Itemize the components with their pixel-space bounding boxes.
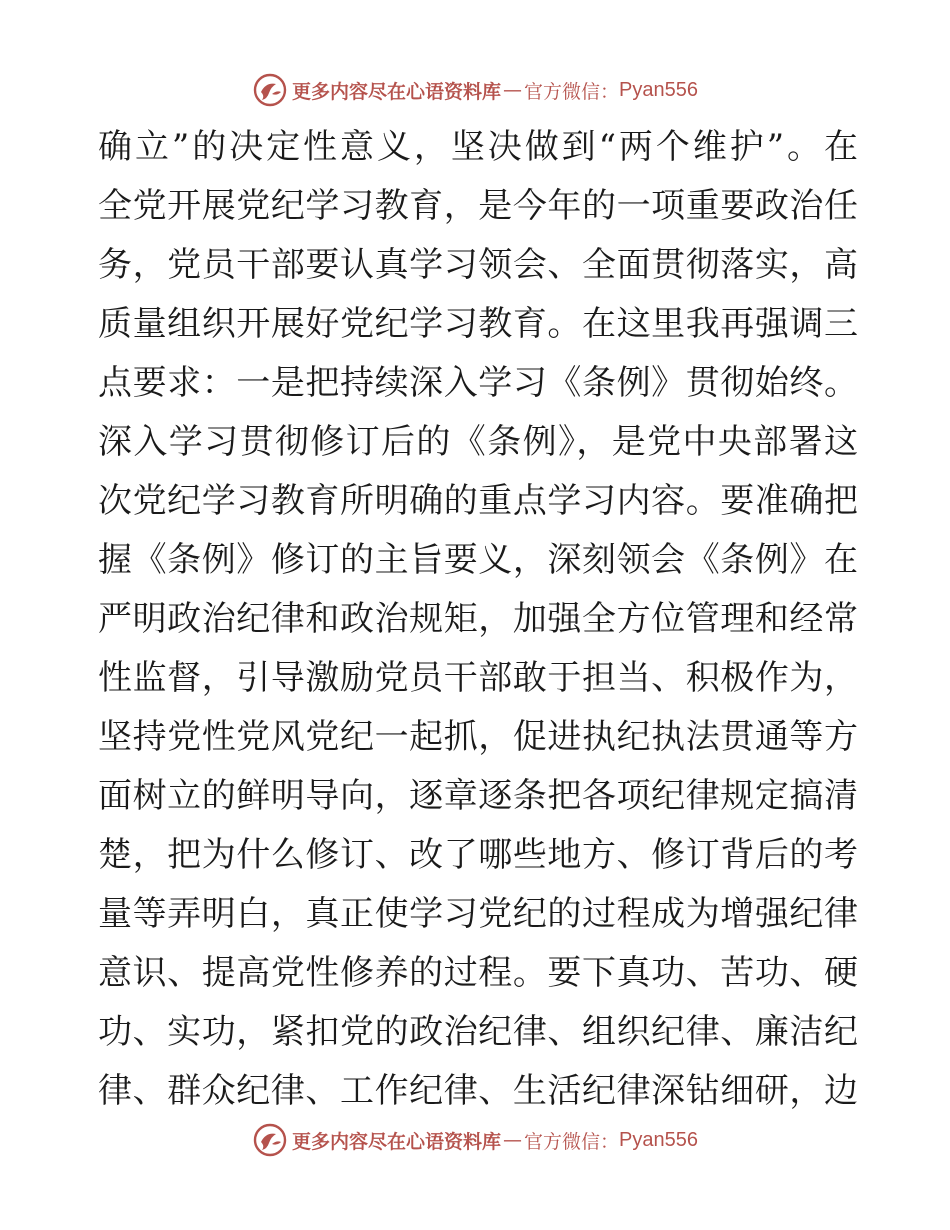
body-line: 点要求：一是把持续深入学习《条例》贯彻始终。 [98,363,858,403]
footer-dash: — [503,1129,523,1151]
header-wechat-label: 官方微信： [524,80,620,103]
footer-brand-text: 更多内容尽在心语资料库 [292,1130,502,1153]
footer-wechat-label: 官方微信： [524,1130,620,1153]
body-line: 确立”的决定性意义，坚决做到“两个维护”。在 [98,127,858,167]
body-line: 性监督，引导激励党员干部敢于担当、积极作为， [98,658,858,698]
header-dash: — [503,79,523,101]
header-wechat-id: Pyan556 [619,78,698,101]
body-line: 功、实功，紧扣党的政治纪律、组织纪律、廉洁纪 [98,1012,858,1052]
body-line: 全党开展党纪学习教育，是今年的一项重要政治任 [98,186,858,226]
body-line: 楚，把为什么修订、改了哪些地方、修订背后的考 [98,835,858,875]
body-line: 次党纪学习教育所明确的重点学习内容。要准确把 [98,481,858,521]
brand-logo-icon [252,72,288,108]
body-line: 律、群众纪律、工作纪律、生活纪律深钻细研，边 [98,1071,858,1111]
brand-logo-icon [252,1122,288,1158]
header-brand-text: 更多内容尽在心语资料库 [292,80,502,103]
body-line: 面树立的鲜明导向，逐章逐条把各项纪律规定搞清 [98,776,858,816]
footer-wechat-id: Pyan556 [619,1128,698,1151]
body-line: 质量组织开展好党纪学习教育。在这里我再强调三 [98,304,858,344]
body-line: 严明政治纪律和政治规矩，加强全方位管理和经常 [98,599,858,639]
body-line: 坚持党性党风党纪一起抓，促进执纪执法贯通等方 [98,717,858,757]
body-line: 量等弄明白，真正使学习党纪的过程成为增强纪律 [98,894,858,934]
body-line: 务，党员干部要认真学习领会、全面贯彻落实，高 [98,245,858,285]
body-line: 握《条例》修订的主旨要义，深刻领会《条例》在 [98,540,858,580]
footer-watermark-banner [0,1120,950,1160]
body-line: 意识、提高党性修养的过程。要下真功、苦功、硬 [98,953,858,993]
body-line: 深入学习贯彻修订后的《条例》，是党中央部署这 [98,422,858,462]
header-watermark-banner [0,70,950,110]
document-body [98,118,858,1121]
